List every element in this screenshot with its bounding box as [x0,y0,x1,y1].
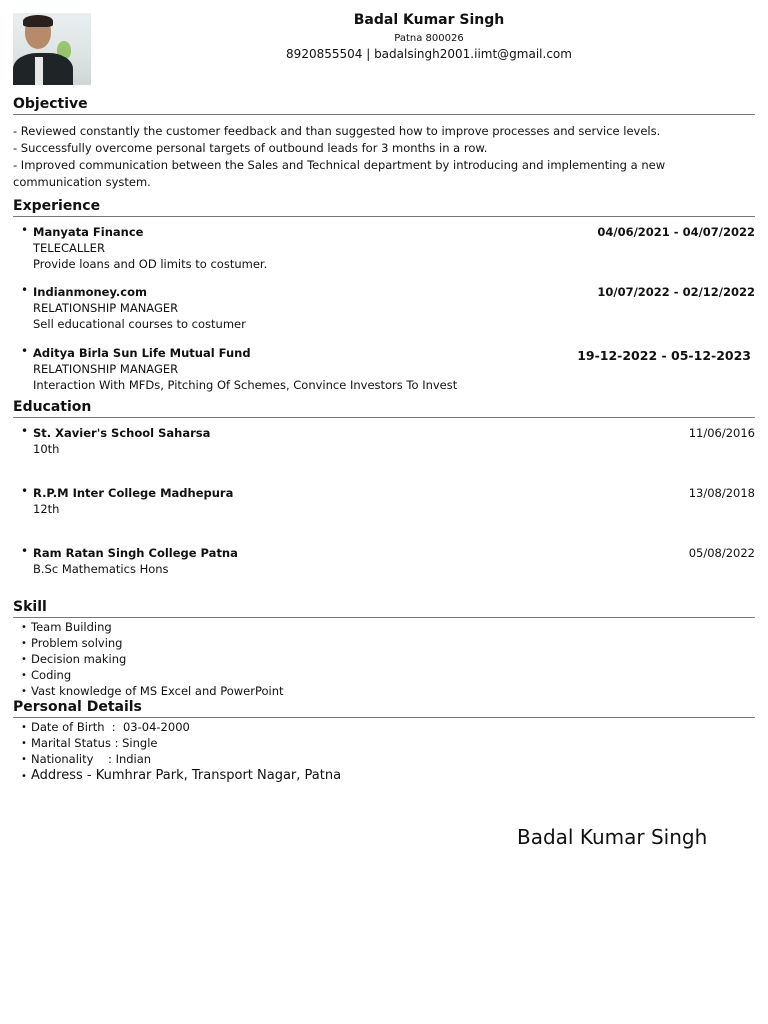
experience-role: TELECALLER [33,241,105,255]
candidate-contact: 8920855504 | badalsingh2001.iimt@gmail.com [286,47,572,61]
education-divider [13,417,755,418]
personal-details-divider [13,717,755,718]
experience-divider [13,216,755,217]
objective-line: - Successfully overcome personal targets of outbound leads for 3 months in a row. [13,141,488,155]
objective-line: - Improved communication between the Sales and Technical department by introducing and implementing a new communication system. [13,158,666,189]
experience-description: Sell educational courses to costumer [33,317,246,331]
candidate-city: Patna 800026 [394,33,464,44]
personal-details-heading: Personal Details [13,699,142,715]
bullet-icon: • [21,484,29,498]
experience-company: Manyata Finance [33,225,144,239]
bullet-icon: • [21,283,29,297]
skill-list [21,619,284,699]
education-institution: R.P.M Inter College Madhepura [33,486,234,500]
objective-text [13,123,753,191]
skill-item: • Coding [21,667,284,683]
education-qualification: B.Sc Mathematics Hons [33,562,169,576]
objective-line: - Reviewed constantly the customer feedback and than suggested how to improve processes and service levels. [13,124,661,138]
nationality: • Nationality : Indian [21,751,341,767]
education-institution: St. Xavier's School Saharsa [33,426,211,440]
skill-divider [13,617,755,618]
education-date: 13/08/2018 [688,486,755,500]
skill-item: • Problem solving [21,635,284,651]
signature-name: Badal Kumar Singh [517,825,708,849]
skill-item: • Decision making [21,651,284,667]
date-of-birth: • Date of Birth : 03-04-2000 [21,719,341,735]
bullet-icon: • [21,424,29,438]
experience-description: Provide loans and OD limits to costumer. [33,257,268,271]
marital-status: • Marital Status : Single [21,735,341,751]
bullet-icon: • [21,223,29,237]
education-date: 11/06/2016 [688,426,755,440]
experience-description: Interaction With MFDs, Pitching Of Schemes, Convince Investors To Invest [33,378,458,392]
personal-details-list [21,719,341,785]
experience-dates: 10/07/2022 - 02/12/2022 [597,285,755,299]
address: • Address - Kumhrar Park, Transport Nagar, Patna [21,767,341,785]
education-qualification: 10th [33,442,60,456]
education-institution: Ram Ratan Singh College Patna [33,546,238,560]
experience-heading: Experience [13,198,101,214]
education-qualification: 12th [33,502,60,516]
education-heading: Education [13,399,92,415]
skill-item: • Team Building [21,619,284,635]
skill-item: • Vast knowledge of MS Excel and PowerPoint [21,683,284,699]
experience-role: RELATIONSHIP MANAGER [33,301,179,315]
bullet-icon: • [21,544,29,558]
experience-role: RELATIONSHIP MANAGER [33,362,179,376]
experience-company: Aditya Birla Sun Life Mutual Fund [33,346,251,360]
education-date: 05/08/2022 [688,546,755,560]
experience-dates: 19-12-2022 - 05-12-2023 [577,348,751,363]
objective-divider [13,114,755,115]
photo-shirt [35,57,43,85]
objective-heading: Objective [13,96,88,112]
skill-heading: Skill [13,599,47,615]
candidate-name: Badal Kumar Singh [353,12,505,28]
bullet-icon: • [21,344,29,358]
experience-dates: 04/06/2021 - 04/07/2022 [597,225,755,239]
experience-company: Indianmoney.com [33,285,147,299]
